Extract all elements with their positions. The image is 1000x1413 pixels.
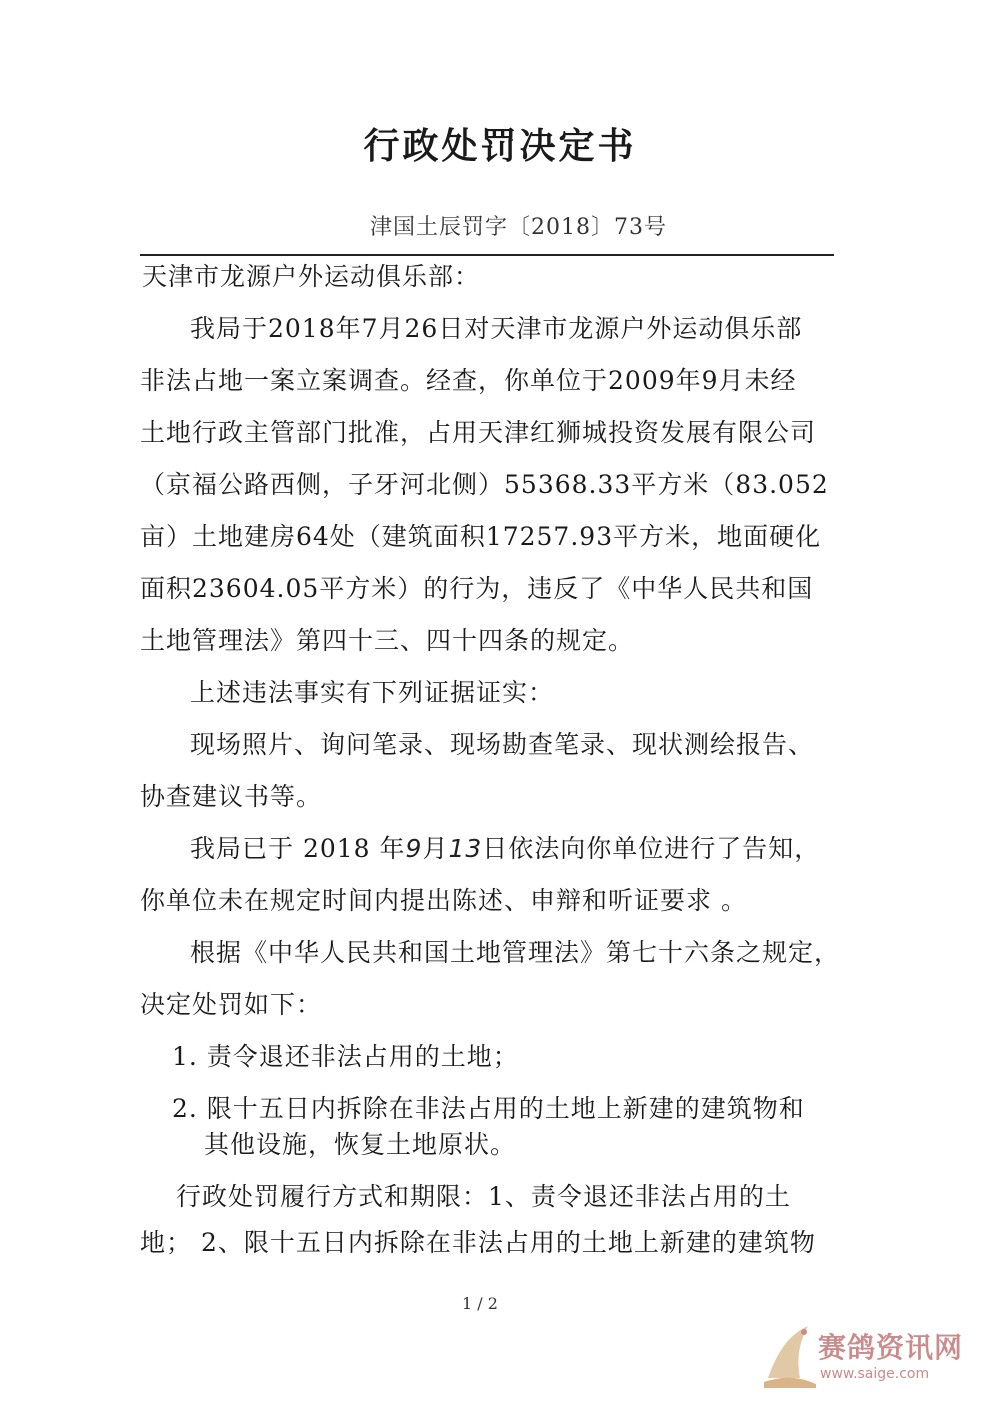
paragraph-line: 土地管理法》第四十三、四十四条的规定。 [140, 626, 635, 655]
execution-line: 行政处罚履行方式和期限：1、责令退还非法占用的土 [176, 1182, 791, 1211]
paragraph-line: 非法占地一案立案调查。经查，你单位于2009年9月未经 [140, 366, 797, 395]
evidence-line: 现场照片、询问笔录、现场勘查笔录、现状测绘报告、 [190, 730, 815, 759]
notice-line-2: 你单位未在规定时间内提出陈述、申辩和听证要求 。 [140, 886, 747, 915]
paragraph-line: 面积23604.05平方米）的行为，违反了《中华人民共和国 [140, 574, 814, 603]
decision-line: 根据《中华人民共和国土地管理法》第七十六条之规定， [190, 938, 841, 967]
page-title: 行政处罚决定书 [363, 125, 637, 167]
header-divider [140, 254, 834, 256]
document-number: 津国土辰罚字〔2018〕73号 [370, 215, 667, 240]
decision-line: 决定处罚如下： [140, 990, 323, 1019]
notice-line [190, 834, 820, 864]
penalty-item: 1. 责令退还非法占用的土地； [172, 1042, 519, 1071]
paragraph-line: 土地行政主管部门批准，占用天津红狮城投资发展有限公司 [140, 418, 817, 447]
notice-suffix: 日依法向你单位进行了告知， [482, 834, 821, 863]
paragraph-line: （京福公路西侧，子牙河北侧）55368.33平方米（83.052 [140, 470, 829, 499]
watermark-url: www.saige.com [820, 1366, 930, 1382]
penalty-item: 2. 限十五日内拆除在非法占用的土地上新建的建筑物和 [172, 1094, 805, 1123]
watermark [760, 1320, 990, 1400]
paragraph-line: 我局于2018年7月26日对天津市龙源户外运动俱乐部 [190, 314, 803, 343]
evidence-line: 协查建议书等。 [140, 782, 323, 811]
watermark-text: 赛鸽资讯网 [818, 1331, 964, 1364]
handwritten-month: 9 [405, 834, 423, 863]
evidence-intro: 上述违法事实有下列证据证实： [190, 678, 555, 707]
notice-prefix: 我局已于 2018 年 [190, 834, 406, 863]
recipient: 天津市龙源户外运动俱乐部： [142, 262, 481, 291]
page-number: 1 / 2 [462, 1294, 498, 1313]
pigeon-logo-icon [760, 1320, 820, 1390]
paragraph-line: 亩）土地建房64处（建筑面积17257.93平方米，地面硬化 [140, 522, 822, 551]
handwritten-day: 13 [448, 834, 483, 863]
execution-line: 地； 2、限十五日内拆除在非法占用的土地上新建的建筑物 [140, 1228, 816, 1257]
notice-month-unit: 月 [422, 834, 449, 863]
penalty-item: 其他设施，恢复土地原状。 [204, 1130, 517, 1159]
